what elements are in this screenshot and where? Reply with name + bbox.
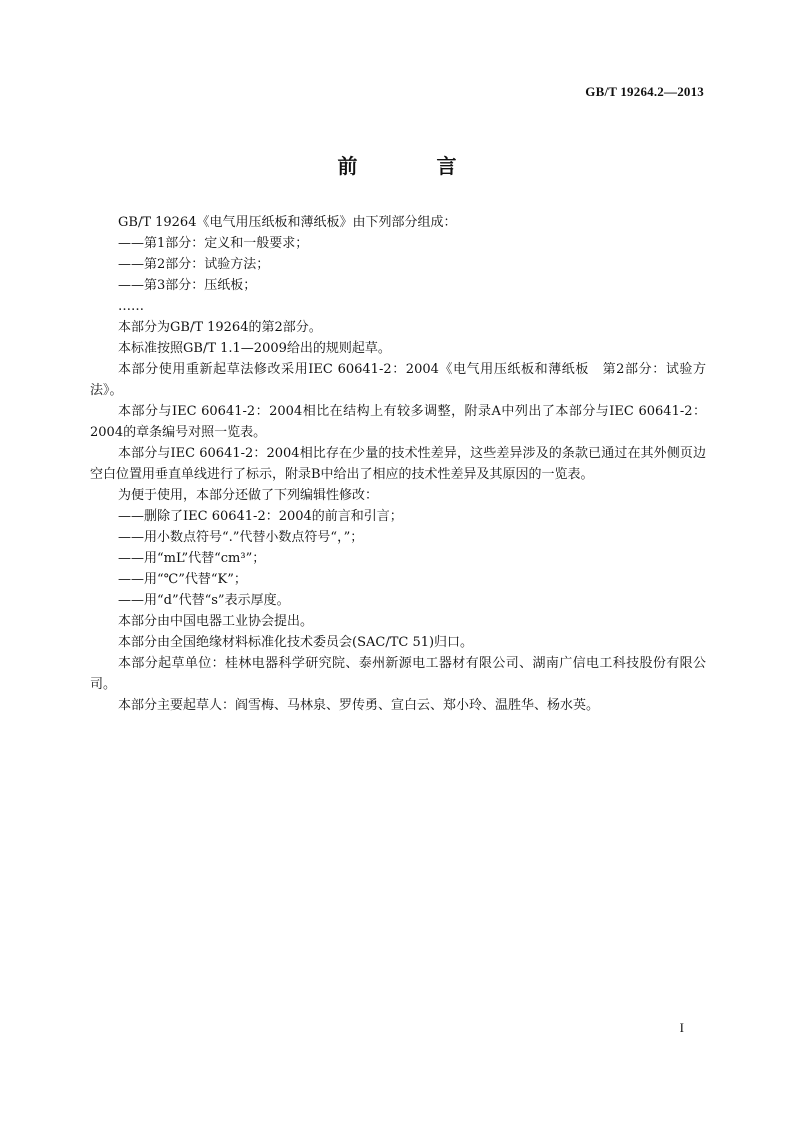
list-item: ——用“℃”代替“K”； [118, 572, 247, 587]
standard-code: GB/T 19264.2—2013 [585, 84, 704, 99]
paragraph: 本部分为GB/T 19264的第2部分。 [118, 320, 322, 335]
paragraph: GB/T 19264《电气用压纸板和薄纸板》由下列部分组成： [118, 215, 457, 230]
list-item: ——第1部分：定义和一般要求； [118, 236, 309, 251]
list-item: ——用小数点符号“.”代替小数点符号“，”； [118, 530, 364, 545]
paragraph: 本部分由全国绝缘材料标准化技术委员会(SAC/TC 51)归口。 [118, 635, 474, 650]
list-item: ——第3部分：压纸板； [118, 278, 257, 293]
paragraph: 本部分使用重新起草法修改采用IEC 60641-2：2004《电气用压纸板和薄纸板 第2部分：试验方法》。 [90, 362, 706, 398]
paragraph: 本部分起草单位：桂林电器科学研究院、泰州新源电工器材有限公司、湖南广信电工科技股份有限公司。 [90, 656, 706, 692]
list-item: ——用“d”代替“s”表示厚度。 [118, 593, 290, 608]
list-ellipsis: …… [118, 299, 144, 314]
list-item: ——删除了IEC 60641-2：2004的前言和引言； [118, 509, 403, 524]
paragraph: 本标准按照GB/T 1.1—2009给出的规则起草。 [118, 341, 391, 356]
paragraph: 本部分由中国电器工业协会提出。 [118, 614, 314, 629]
page-number: I [679, 1020, 684, 1035]
paragraph: 为便于使用，本部分还做了下列编辑性修改： [118, 488, 379, 503]
paragraph: 本部分主要起草人：阎雪梅、马林泉、罗传勇、宣白云、郑小玲、温胜华、杨水英。 [118, 698, 600, 713]
list-item: ——用“mL”代替“cm³”； [118, 551, 266, 566]
foreword-body [90, 212, 706, 716]
paragraph: 本部分与IEC 60641-2：2004相比存在少量的技术性差异，这些差异涉及的条款已通过在其外侧页边空白位置用垂直单线进行了标示，附录B中给出了相应的技术性差异及其原因的一览表。 [90, 446, 706, 482]
paragraph: 本部分与IEC 60641-2：2004相比在结构上有较多调整，附录A中列出了本部分与IEC 60641-2：2004的章条编号对照一览表。 [90, 404, 706, 440]
page-title: 前 言 [337, 154, 493, 178]
list-item: ——第2部分：试验方法； [118, 257, 270, 272]
